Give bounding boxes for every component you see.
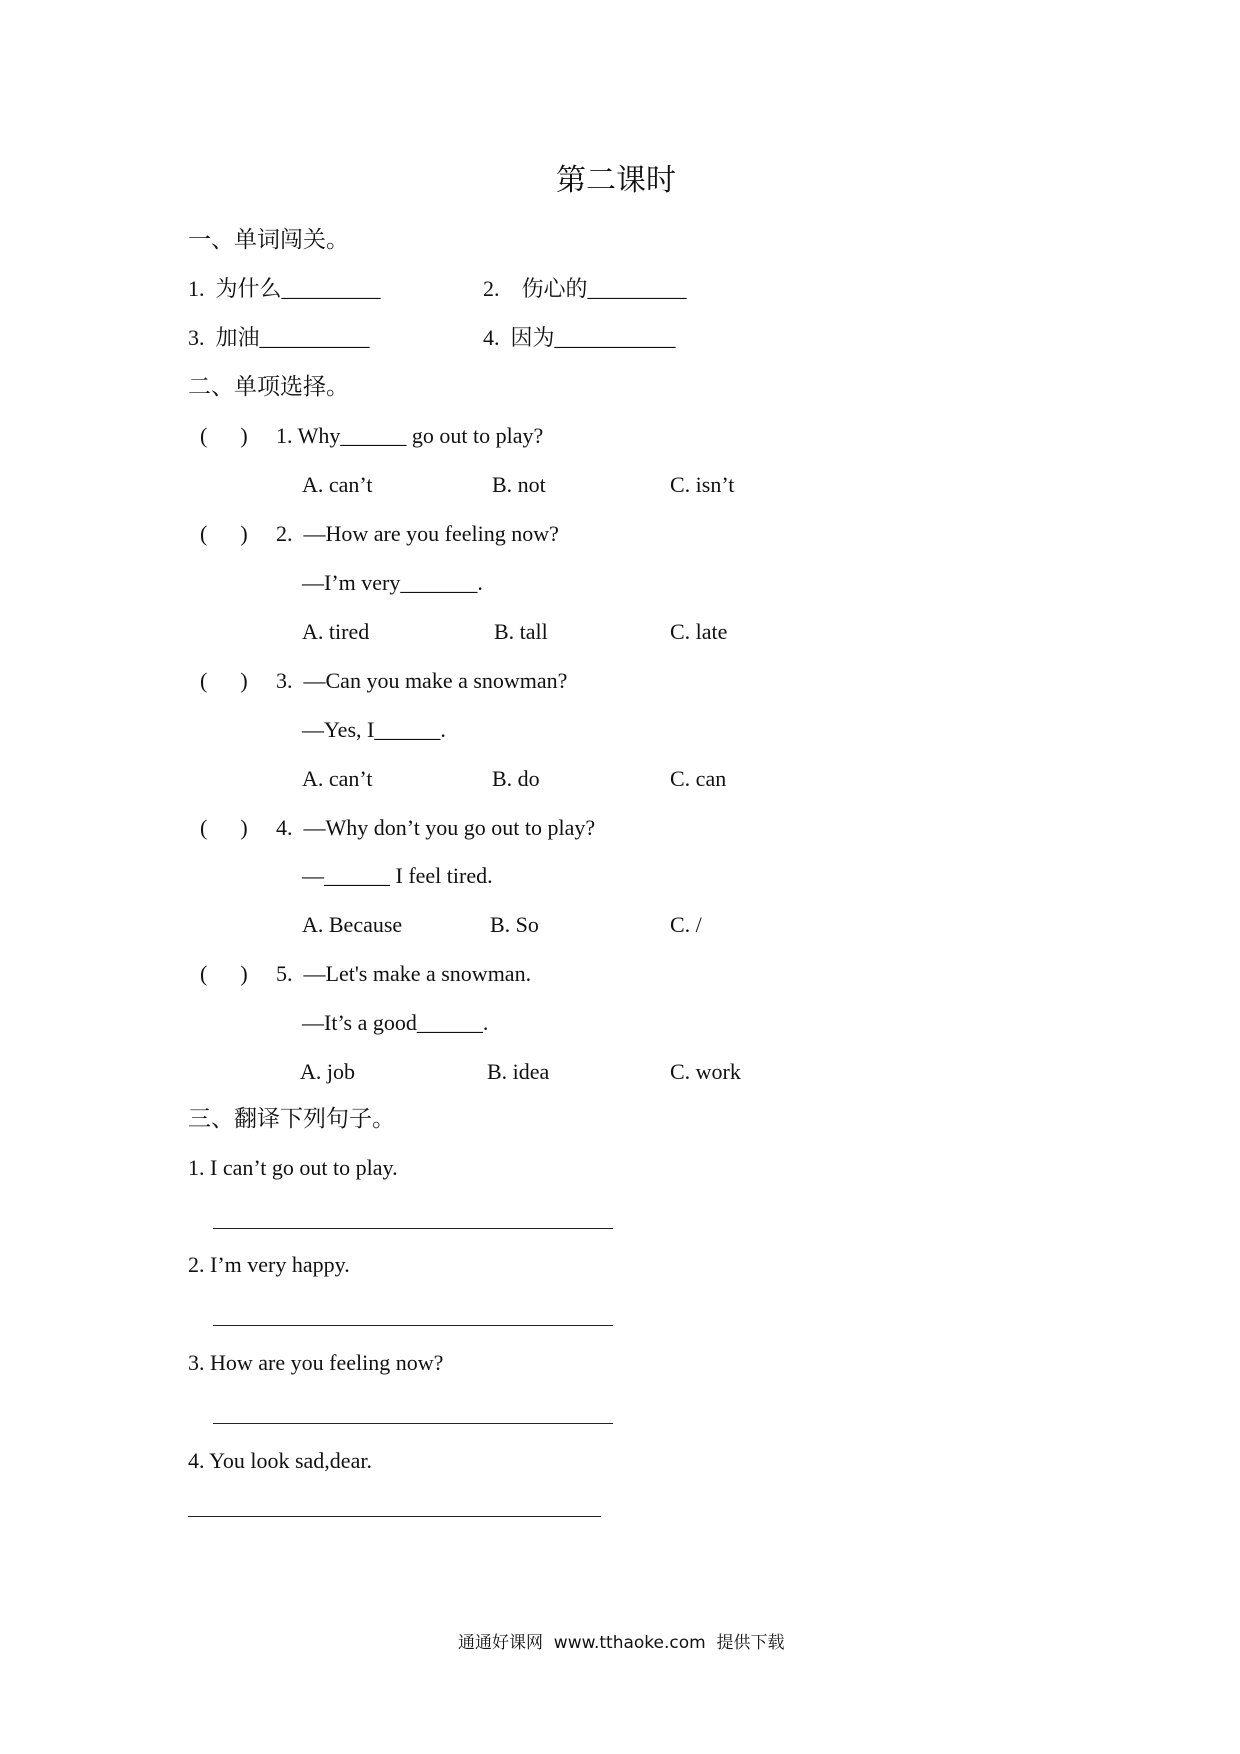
option-c: C. work [670,1059,741,1084]
option-a: A. can’t [302,766,373,791]
question-stem: 4. —Why don’t you go out to play? [276,815,596,840]
option-c: C. isn’t [670,472,735,497]
translation-answer-line-3[interactable] [213,1423,613,1424]
option-b: B. do [492,766,540,791]
question-reply: —It’s a good______. [302,1010,489,1035]
translation-sentence-1: 1. I can’t go out to play. [188,1155,398,1180]
answer-paren: ( ) [200,423,248,448]
option-a: A. Because [302,912,403,937]
vocab-item-3: 3. 加油__________ [188,325,370,350]
translation-answer-line-4[interactable] [188,1516,601,1517]
option-c: C. late [670,619,728,644]
answer-paren: ( ) [200,521,248,546]
answer-paren: ( ) [200,961,248,986]
question-stem: 3. —Can you make a snowman? [276,668,568,693]
option-a: A. can’t [302,472,373,497]
page-title: 第二课时 [556,164,676,197]
option-a: A. job [300,1059,355,1084]
question-stem: 1. Why______ go out to play? [276,423,544,448]
vocab-item-1: 1. 为什么_________ [188,276,381,301]
page-footer: 通通好课网 www.tthaoke.com 提供下载 [458,1633,785,1653]
translation-answer-line-2[interactable] [213,1325,613,1326]
translation-sentence-3: 3. How are you feeling now? [188,1350,444,1375]
translation-sentence-4: 4. You look sad,dear. [188,1448,372,1473]
option-c: C. can [670,766,727,791]
question-stem: 5. —Let's make a snowman. [276,961,532,986]
answer-paren: ( ) [200,668,248,693]
translation-sentence-2: 2. I’m very happy. [188,1252,350,1277]
question-reply: —Yes, I______. [302,717,446,742]
vocab-item-4: 4. 因为___________ [483,325,676,350]
vocab-item-2: 2. 伤心的_________ [483,276,687,301]
option-b: B. So [490,912,539,937]
section-heading-multiple-choice: 二、单项选择。 [188,374,349,399]
section-heading-translation: 三、翻译下列句子。 [188,1106,395,1131]
question-reply: —______ I feel tired. [302,863,493,888]
option-b: B. tall [494,619,548,644]
option-a: A. tired [302,619,370,644]
answer-paren: ( ) [200,815,248,840]
question-reply: —I’m very_______. [302,570,483,595]
option-b: B. idea [487,1059,550,1084]
section-heading-vocabulary: 一、单词闯关。 [188,227,349,252]
option-c: C. / [670,912,702,937]
question-stem: 2. —How are you feeling now? [276,521,559,546]
translation-answer-line-1[interactable] [213,1228,613,1229]
option-b: B. not [492,472,546,497]
